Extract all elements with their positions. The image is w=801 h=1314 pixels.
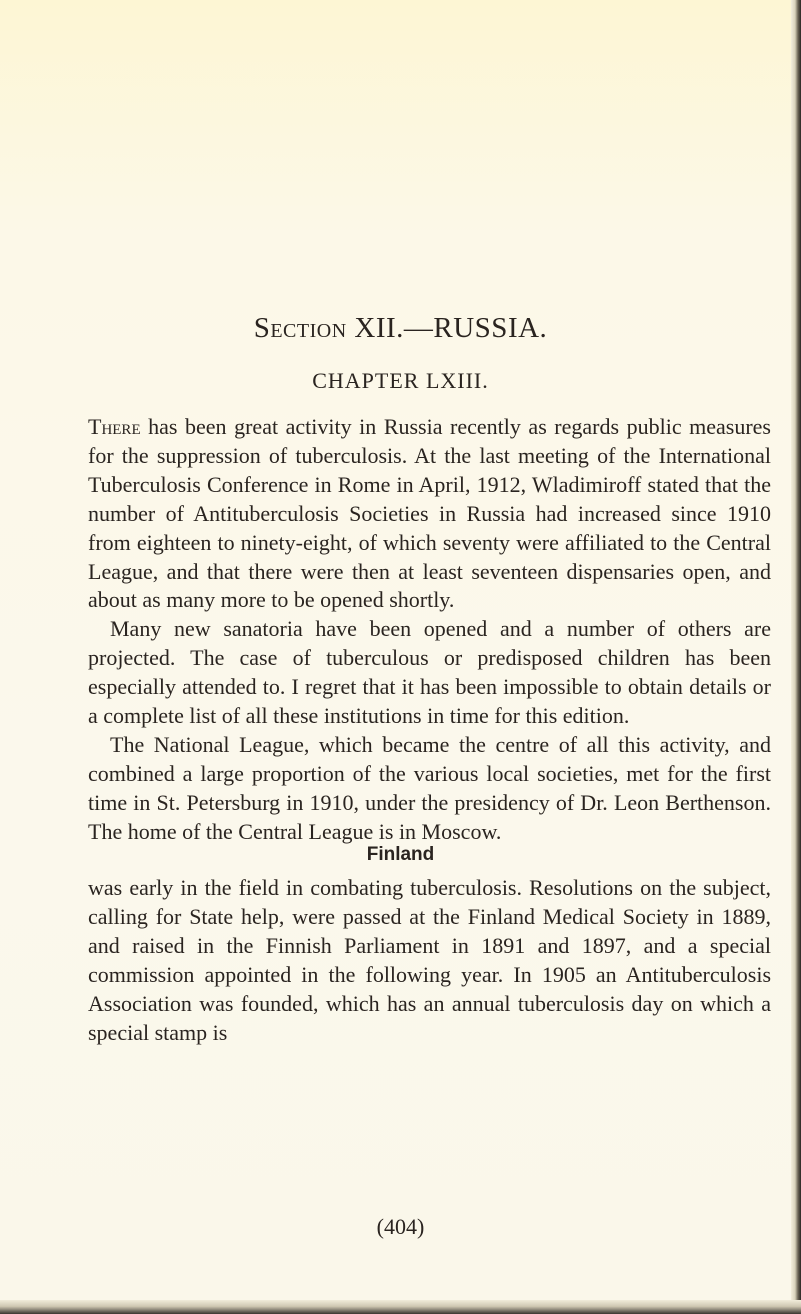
section-heading-prefix: Section [253,312,347,344]
paragraph-2: Many new sanatoria have been opened and a number of others are projected. The case of tuberculous or predisposed children has been especially attended to. I regret that it has been impossible to obtain details or a complete list of all these institutions in time for this edition. [88,616,771,729]
paragraph-1-lead: There [88,414,141,439]
finland-text [88,874,771,1047]
section-heading-rest: XII.—RUSSIA. [346,312,548,344]
section-heading [0,312,801,345]
page-edge-shadow [791,0,801,1314]
finland-paragraph: was early in the field in combating tuberculosis. Resolutions on the subject, calling for State help, were passed at the Finland Medical Society in 1889, and raised in the Finnish Parliament in 1891 and 1897, and a special commission appointed in the following year. In 1905 an Antituberculosis Association was founded, which has an annual tuberculosis day on which a special stamp is [88,875,771,1045]
paragraph-3: The National League, which became the centre of all this activity, and combined a large proportion of the various local societies, met for the first time in St. Petersburg in 1910, under the presidency of Dr. Leon Berthenson. The home of the Central League is in Moscow. [88,731,771,844]
finland-subheading: Finland [366,844,435,865]
chapter-heading: CHAPTER LXIII. [312,368,489,393]
paragraph-1-body: has been great activity in Russia recently as regards public measures for the suppression of tuberculosis. At the last meeting of the International Tuberculosis Conference in Rome in April, 1912, Wladimiroff stated that the number of Antituberculosis Societies in Russia had increased since 1910 from eighteen to ninety-eight, of which seventy were affiliated to the Central League, and that there were then at least seventeen dispensaries open, and about as many more to be opened shortly. [88,414,771,613]
paragraph-1 [88,413,771,615]
russia-text [88,413,771,847]
page-bottom-shadow [0,1300,801,1314]
page-number: (404) [376,1214,425,1239]
